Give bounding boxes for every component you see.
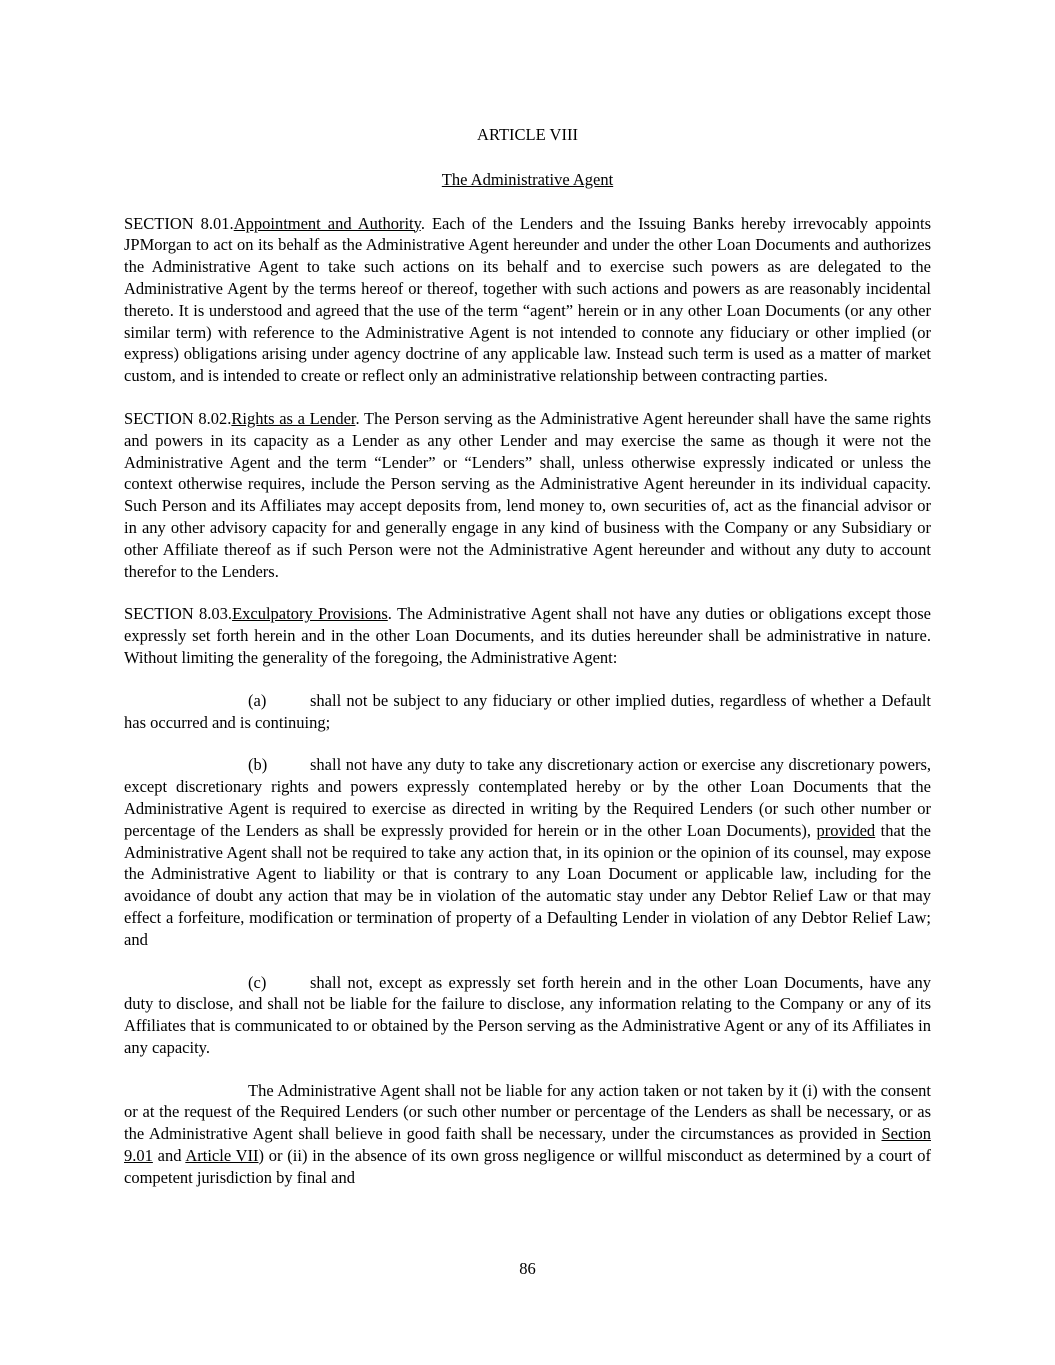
closing-text-1: The Administrative Agent shall not be liable for any action taken or not taken by it (i) with the consent or at the request of the Required Lenders (or such other number or percentage of the Lenders as shall be necessary, or as the Administrative Agent shall believe in good faith shall be necessary, under the circumstances as provided in xyxy=(124,1080,931,1144)
clause-b xyxy=(124,754,931,950)
section-8-01-heading: Appointment and Authority xyxy=(233,213,421,233)
article-vii-reference: Article VII xyxy=(185,1146,259,1166)
section-8-01-number: SECTION 8.01. xyxy=(124,213,234,233)
clause-c-label: (c) xyxy=(248,972,267,992)
article-subtitle-text: The Administrative Agent xyxy=(441,169,614,189)
clause-a-label: (a) xyxy=(248,690,267,710)
section-8-02 xyxy=(124,408,931,582)
closing-paragraph xyxy=(124,1080,931,1189)
clause-b-text-after: that the Administrative Agent shall not be required to take any action that, in its opinion or the opinion of its counsel, may expose the Administrative Agent to liability or that is contrary to any Loan Document or applicable law, including for the avoidance of doubt any action that may be in violation of the automatic stay under any Debtor Relief Law or that may effect a forfeiture, modification or termination of property of a Defaulting Lender in violation of any Debtor Relief Law; and xyxy=(124,820,931,949)
section-8-03 xyxy=(124,603,931,668)
section-8-01 xyxy=(124,213,931,387)
section-8-03-heading: Exculpatory Provisions xyxy=(232,604,388,624)
section-8-02-text: . The Person serving as the Administrative Agent hereunder shall have the same rights and powers in its capacity as a Lender as any other Lender and may exercise the same as though it were not the Administrative Agent and the term “Lender” or “Lenders” shall, unless otherwise expressly indicated or unless the context otherwise requires, include the Person serving as the Administrative Agent hereunder in its individual capacity. Such Person and its Affiliates may accept deposits from, lend money to, own securities of, act as the financial advisor or in any other advisory capacity for and generally engage in any kind of business with the Company or any Subsidiary or other Affiliate thereof as if such Person were not the Administrative Agent hereunder and without any duty to account therefor to the Lenders. xyxy=(124,408,931,581)
section-8-02-heading: Rights as a Lender xyxy=(231,408,356,428)
section-9-01-reference: Section 9.01 xyxy=(124,1124,931,1166)
section-8-03-number: SECTION 8.03. xyxy=(124,604,233,624)
clause-b-provided: provided xyxy=(816,820,876,840)
clause-a-text: shall not be subject to any fiduciary or other implied duties, regardless of whether a Default has occurred and is continuing; xyxy=(124,690,931,732)
section-8-03-text: . The Administrative Agent shall not have any duties or obligations except those expressly set forth herein and in the other Loan Documents, and its duties hereunder shall be administrative in nature. Without limiting the generality of the foregoing, the Administrative Agent: xyxy=(124,604,931,667)
section-8-02-number: SECTION 8.02. xyxy=(124,408,232,428)
section-8-01-text: . Each of the Lenders and the Issuing Banks hereby irrevocably appoints JPMorgan to act on its behalf as the Administrative Agent hereunder and under the other Loan Documents and authorizes the Administrative Agent to take such actions on its behalf and to exercise such powers as are delegated to the Administrative Agent by the terms hereof or thereof, together with such actions and powers as are reasonably incidental thereto. It is understood and agreed that the use of the term “agent” herein or in any other Loan Documents (or any other similar term) with reference to the Administrative Agent is not intended to connote any fiduciary or other implied (or express) obligations arising under agency doctrine of any applicable law. Instead such term is used as a matter of market custom, and is intended to create or reflect only an administrative relationship between contracting parties. xyxy=(124,213,931,386)
page-number: 86 xyxy=(519,1259,536,1278)
clause-c-text: shall not, except as expressly set forth herein and in the other Loan Documents, have any duty to disclose, and shall not be liable for the failure to disclose, any information relating to the Company or any of its Affiliates that is communicated to or obtained by the Person serving as the Administrative Agent or any of its Affiliates in any capacity. xyxy=(124,972,931,1057)
closing-text-2: and xyxy=(152,1146,186,1166)
clause-c xyxy=(124,972,931,1059)
article-title: ARTICLE VIII xyxy=(477,125,578,144)
clause-a xyxy=(124,690,931,734)
article-subtitle xyxy=(124,169,931,191)
document-page xyxy=(124,124,931,1210)
closing-text-3: ) or (ii) in the absence of its own gross negligence or willful misconduct as determined by a court of competent jurisdiction by final and xyxy=(124,1146,931,1187)
clause-b-label: (b) xyxy=(248,755,268,775)
clause-b-text-before: shall not have any duty to take any discretionary action or exercise any discretionary powers, except discretionary rights and powers expressly contemplated hereby or by the other Loan Documents that the Administrative Agent is required to exercise as directed in writing by the Required Lenders (or such other number or percentage of the Lenders as shall be expressly provided for herein or in the other Loan Documents), xyxy=(124,755,931,840)
